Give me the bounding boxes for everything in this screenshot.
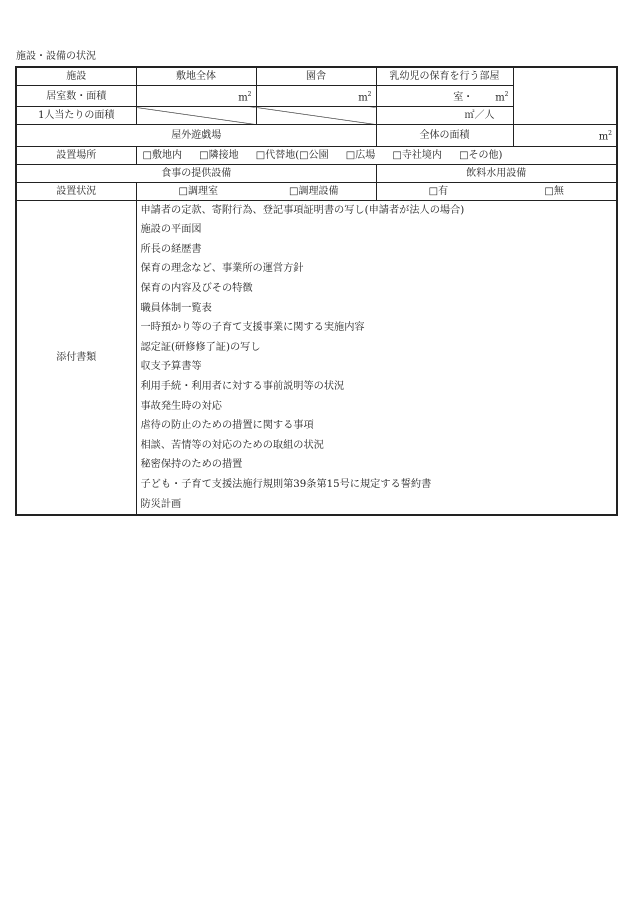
per-person-label: 1人当たりの面積 xyxy=(16,107,136,125)
location-option-other[interactable]: □その他) xyxy=(459,149,503,161)
installation-status-label: 設置状況 xyxy=(16,182,136,200)
water-option-yes[interactable]: □有 xyxy=(428,185,449,197)
blank-cell xyxy=(513,67,617,125)
attachment-item: 利用手続・利用者に対する事前説明等の状況 xyxy=(140,381,345,392)
sqm-unit: $m^2$ xyxy=(598,130,612,143)
per-person-area-field[interactable] xyxy=(376,107,513,125)
attachments-list-cell xyxy=(136,200,617,515)
attachment-item: 相談、苦情等の対応のための取組の状況 xyxy=(140,439,324,451)
water-options xyxy=(376,182,617,200)
attachment-item: 所長の経歴書 xyxy=(140,243,202,255)
section-title: 施設・設備の状況 xyxy=(16,51,96,62)
attachment-item: 収支予算書等 xyxy=(140,361,202,373)
header-infant-room: 乳幼児の保育を行う部屋 xyxy=(376,67,513,86)
attachment-item: 虐待の防止のための措置に関する事項 xyxy=(140,420,314,432)
meal-options xyxy=(136,182,376,200)
meal-facilities-label: 食事の提供設備 xyxy=(16,164,376,182)
building-per-person-na xyxy=(256,107,376,125)
room-count-area-field[interactable] xyxy=(376,86,513,107)
attachments-label: 添付書類 xyxy=(16,200,136,515)
site-area-field[interactable] xyxy=(136,86,256,107)
attachment-item: 一時預かり等の子育て支援事業に関する実施内容 xyxy=(140,322,365,334)
attachment-item: 秘密保持のための措置 xyxy=(140,459,243,471)
building-area-field[interactable] xyxy=(256,86,376,107)
attachments-list xyxy=(141,201,613,515)
location-row xyxy=(16,146,617,164)
meal-option-kitchen[interactable]: □調理室 xyxy=(178,185,218,197)
location-option-adjacent[interactable]: □隣接地 xyxy=(199,149,239,161)
attachment-item: 防災計画 xyxy=(140,498,182,510)
header-building: 園舎 xyxy=(256,67,376,86)
water-option-no[interactable]: □無 xyxy=(544,185,564,197)
attachment-item: 申請者の定款、寄附行為、登記事項証明書の写し(申請者が法人の場合) xyxy=(140,204,465,216)
attachment-item: 保育の理念など、事業所の運営方針 xyxy=(140,263,304,275)
sqm-unit: $m^2$ xyxy=(495,91,509,104)
attachment-item: 保育の内容及びその特徴 xyxy=(140,283,253,295)
attachment-item: 施設の平面図 xyxy=(140,224,202,236)
total-area-field[interactable] xyxy=(513,125,617,146)
location-label: 設置場所 xyxy=(16,146,136,164)
outdoor-playground-label: 屋外遊戯場 xyxy=(16,125,376,146)
location-option-on-site[interactable]: □敷地内 xyxy=(142,149,182,161)
location-option-square[interactable]: □広場 xyxy=(345,149,376,161)
equipment-header-row xyxy=(16,164,617,182)
attachments-row xyxy=(16,200,617,515)
room-count-unit: 室・ xyxy=(453,92,474,104)
attachment-item: 認定証(研修修了証)の写し xyxy=(140,341,261,353)
installation-row xyxy=(16,182,617,200)
location-options xyxy=(136,146,617,164)
location-option-temple[interactable]: □寺社境内 xyxy=(392,149,442,161)
drinking-water-label: 飲料水用設備 xyxy=(376,164,617,182)
attachment-item: 事故発生時の対応 xyxy=(140,400,222,412)
meal-option-cooking-equipment[interactable]: □調理設備 xyxy=(289,185,339,197)
sqm-unit: $m^2$ xyxy=(358,91,372,104)
site-per-person-na xyxy=(136,107,256,125)
outdoor-row xyxy=(16,125,617,146)
header-facility: 施設 xyxy=(16,67,136,86)
header-row xyxy=(16,67,617,86)
per-person-unit: ㎡／人 xyxy=(464,110,495,122)
facility-form-table xyxy=(15,66,618,516)
header-site-total: 敷地全体 xyxy=(136,67,256,86)
attachment-item: 子ども・子育て支援法施行規則第39条第15号に規定する誓約書 xyxy=(140,478,432,490)
total-area-label: 全体の面積 xyxy=(376,125,513,146)
attachment-item: 職員体制一覧表 xyxy=(140,302,212,314)
location-option-alternative[interactable]: □代替地(□公園 xyxy=(255,149,329,161)
sqm-unit: $m^2$ xyxy=(238,91,252,104)
rooms-area-label: 居室数・面積 xyxy=(16,86,136,107)
